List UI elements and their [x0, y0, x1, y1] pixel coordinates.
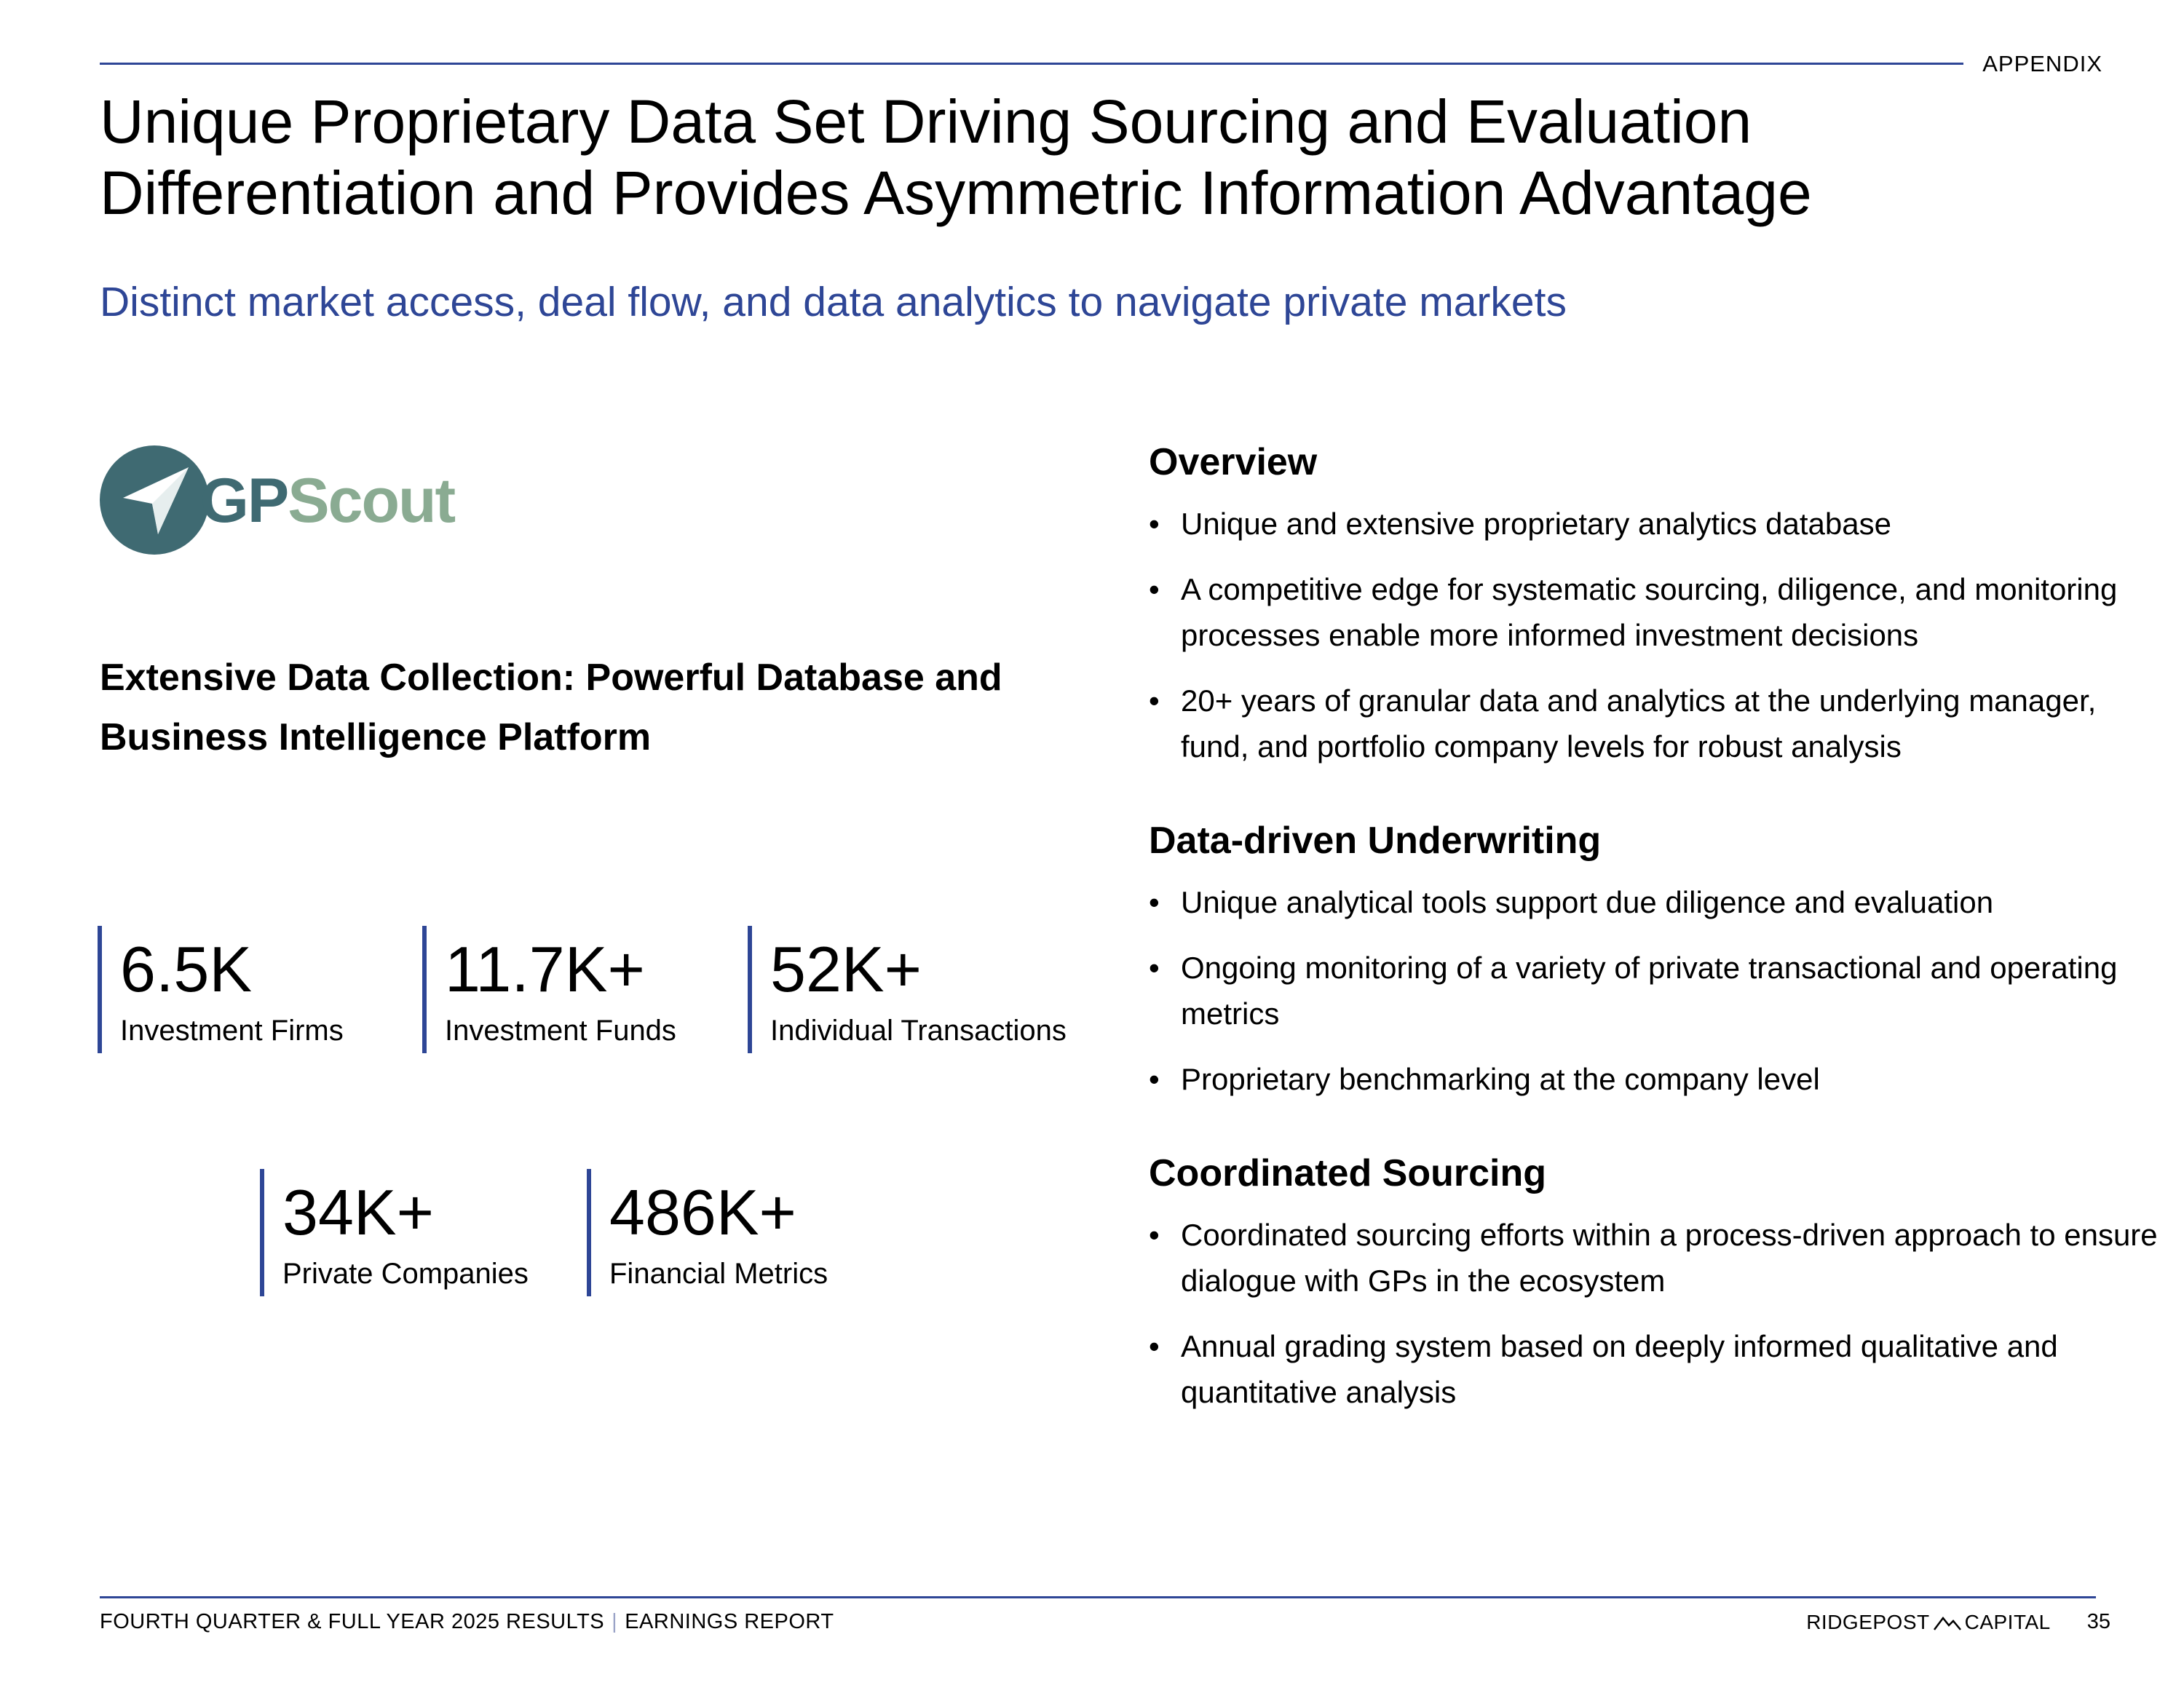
logo-gp: GP — [200, 466, 288, 536]
bullet-list — [1149, 1212, 2168, 1415]
stat-value: 34K+ — [282, 1176, 434, 1248]
mountain-icon — [1933, 1615, 1962, 1631]
data-collection-heading-line-1: Extensive Data Collection: Powerful Database and — [100, 657, 1002, 699]
footer-rule — [100, 1596, 2096, 1598]
footer-brand-area — [1806, 1610, 2110, 1634]
company-logo — [1806, 1611, 2051, 1634]
right-column — [1149, 437, 2168, 1435]
section-overview — [1149, 437, 2168, 769]
page-title — [100, 86, 2065, 229]
page-title-line-1: Unique Proprietary Data Set Driving Sourcing and Evaluation — [100, 87, 1752, 156]
bullet-list — [1149, 501, 2168, 769]
stat-private-companies — [260, 1169, 529, 1296]
section-heading: Overview — [1149, 441, 1318, 483]
section-heading: Data-driven Underwriting — [1149, 820, 1602, 862]
footer-report-title — [100, 1610, 834, 1634]
brand-word-2: CAPITAL — [1964, 1610, 2051, 1633]
page-number: 35 — [2086, 1610, 2110, 1633]
stat-value: 11.7K+ — [445, 933, 645, 1005]
stat-financial-metrics — [587, 1169, 828, 1296]
stat-investment-funds — [422, 926, 676, 1053]
paper-plane-icon — [100, 445, 209, 555]
stat-label: Investment Firms — [120, 1015, 344, 1047]
page-subtitle: Distinct market access, deal flow, and data analytics to navigate private markets — [100, 279, 1567, 325]
footer-period: FOURTH QUARTER & FULL YEAR 2025 RESULTS — [100, 1610, 605, 1633]
footer-report-type: EARNINGS REPORT — [625, 1610, 834, 1633]
list-item: • Unique and extensive proprietary analytics database — [1149, 501, 2168, 547]
section-heading: Coordinated Sourcing — [1149, 1152, 1546, 1194]
header-rule — [100, 63, 1963, 65]
brand-word-1: RIDGEPOST — [1806, 1610, 1930, 1633]
list-item: • Annual grading system based on deeply informed qualitative and quantitative analysis — [1149, 1323, 2168, 1415]
section-sourcing — [1149, 1148, 2168, 1415]
list-item: • 20+ years of granular data and analytics at the underlying manager, fund, and portfolio company levels for robust analysis — [1149, 678, 2168, 769]
stat-label: Individual Transactions — [770, 1015, 1067, 1047]
gpscout-logo — [100, 444, 455, 560]
logo-wordmark — [200, 464, 454, 537]
list-item: • Coordinated sourcing efforts within a process-driven approach to ensure dialogue with GPs in the ecosystem — [1149, 1212, 2168, 1304]
list-item: • Unique analytical tools support due diligence and evaluation — [1149, 879, 2168, 925]
logo-scout: Scout — [288, 466, 455, 536]
bullet-list — [1149, 879, 2168, 1102]
stat-value: 52K+ — [770, 933, 922, 1005]
data-collection-heading-line-2: Business Intelligence Platform — [100, 716, 652, 758]
section-underwriting — [1149, 815, 2168, 1102]
stat-investment-firms — [98, 926, 344, 1053]
stat-label: Investment Funds — [445, 1015, 676, 1047]
list-item: • Ongoing monitoring of a variety of private transactional and operating metrics — [1149, 945, 2168, 1036]
data-collection-heading — [100, 648, 1083, 767]
footer-separator: | — [612, 1610, 618, 1633]
stat-individual-transactions — [748, 926, 1067, 1053]
section-label: APPENDIX — [1982, 51, 2102, 76]
stat-label: Private Companies — [282, 1258, 529, 1290]
stat-label: Financial Metrics — [609, 1258, 828, 1290]
stat-value: 6.5K — [120, 933, 253, 1005]
list-item: • Proprietary benchmarking at the company level — [1149, 1056, 2168, 1102]
list-item: • A competitive edge for systematic sourcing, diligence, and monitoring processes enable more informed investment decisions — [1149, 566, 2168, 658]
page-title-line-2: Differentiation and Provides Asymmetric Information Advantage — [100, 159, 1812, 227]
stat-value: 486K+ — [609, 1176, 796, 1248]
